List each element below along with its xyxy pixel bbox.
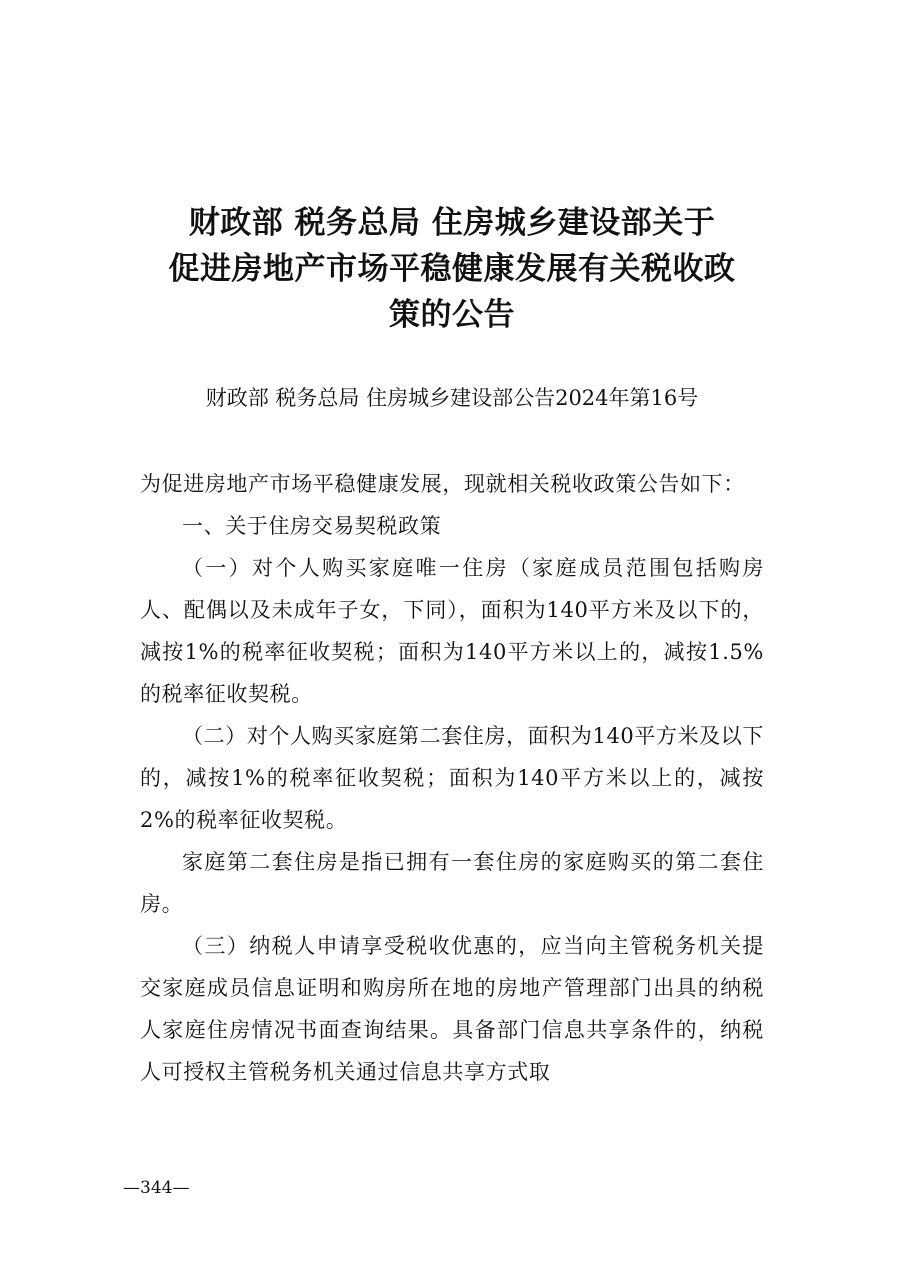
- title-line-3: 策的公告: [389, 297, 515, 333]
- section-heading-1: 一、关于住房交易契税政策: [182, 514, 442, 538]
- paragraph-intro: 为促进房地产市场平稳健康发展，现就相关税收政策公告如下：: [140, 472, 745, 496]
- paragraph-definition: 家庭第二套住房是指已拥有一套住房的家庭购买的第二套住房。: [140, 850, 764, 916]
- document-title: [140, 200, 764, 338]
- title-line-2: 促进房地产市场平稳健康发展有关税收政: [168, 251, 736, 287]
- paragraph-item-2: （二）对个人购买家庭第二套住房，面积为140平方米及以下的，减按1%的税率征收契税；面积为140平方米以上的，减按2%的税率征收契税。: [140, 724, 764, 832]
- paragraph-item-1: （一）对个人购买家庭唯一住房（家庭成员范围包括购房人、配偶以及未成年子女，下同），面积为140平方米及以下的，减按1%的税率征收契税；面积为140平方米以上的，减按1.5%的税率征收契税。: [140, 556, 764, 706]
- page-number: —344—: [123, 1178, 190, 1198]
- title-line-1: 财政部 税务总局 住房城乡建设部关于: [188, 205, 716, 241]
- document-body: [140, 463, 764, 1093]
- paragraph-item-3: （三）纳税人申请享受税收优惠的，应当向主管税务机关提交家庭成员信息证明和购房所在地的房地产管理部门出具的纳税人家庭住房情况书面查询结果。具备部门信息共享条件的，纳税人可授权主管税务机关通过信息共享方式取: [140, 934, 764, 1084]
- document-number: 财政部 税务总局 住房城乡建设部公告2024年第16号: [205, 386, 699, 410]
